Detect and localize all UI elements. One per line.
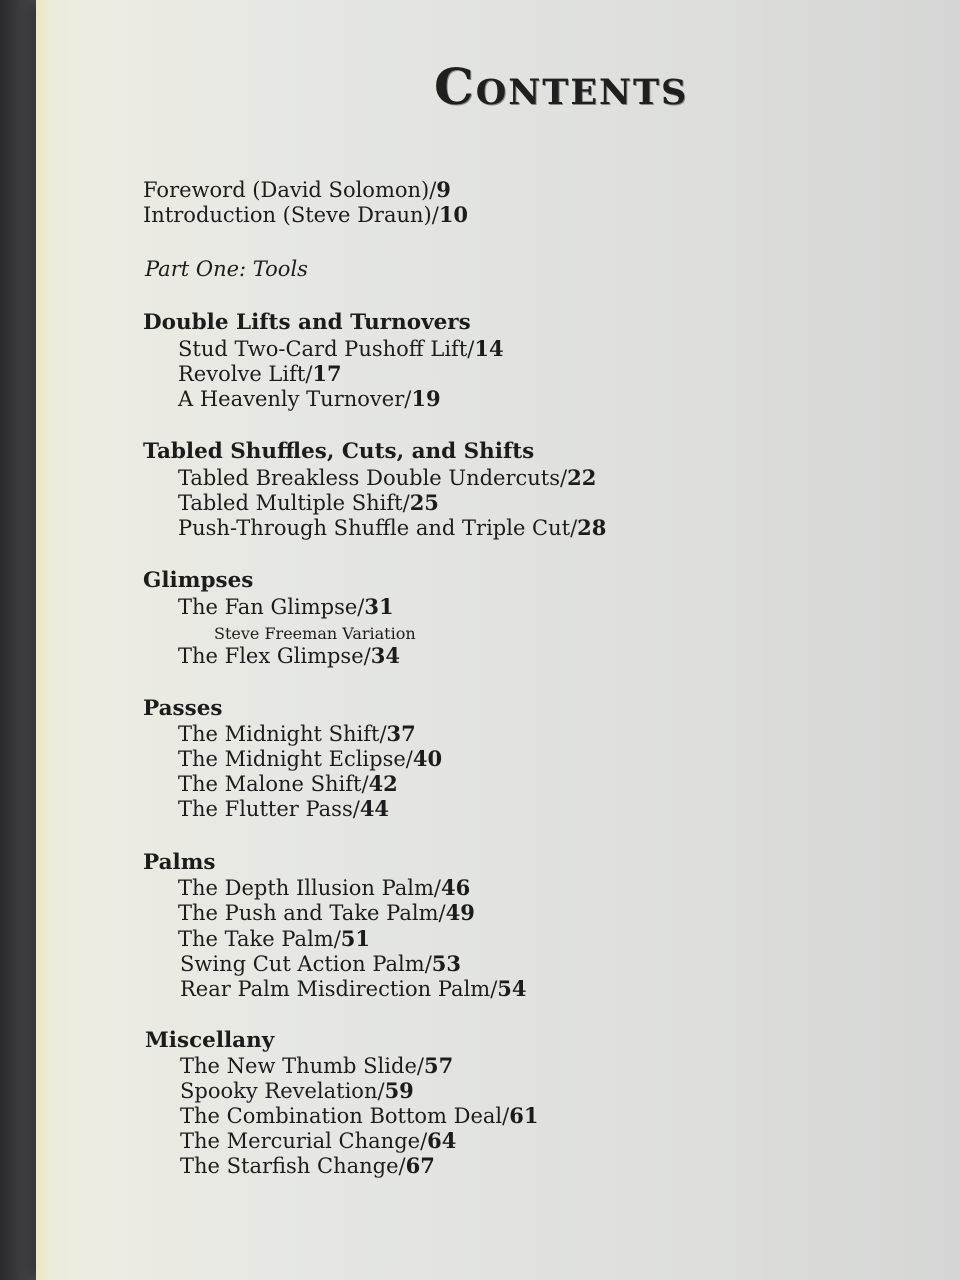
entry-label: The Midnight Shift [178, 722, 380, 746]
toc-entry: The Fan Glimpse/31 [178, 594, 394, 619]
entry-page: 64 [427, 1128, 457, 1153]
entry-page: 54 [497, 976, 527, 1001]
entry-page: 9 [436, 177, 451, 202]
toc-entry: The New Thumb Slide/57 [180, 1053, 454, 1078]
toc-entry: The Flutter Pass/44 [178, 796, 390, 821]
toc-entry: Revolve Lift/17 [178, 361, 342, 386]
toc-entry: The Midnight Eclipse/40 [178, 746, 443, 771]
entry-label: Revolve Lift [178, 362, 306, 386]
toc-entry: Push-Through Shuffle and Triple Cut/28 [178, 515, 607, 540]
entry-label: Rear Palm Misdirection Palm [180, 977, 491, 1001]
contents-title: Contents [434, 57, 689, 116]
entry-page: 59 [384, 1078, 414, 1103]
entry-page: 44 [359, 796, 390, 821]
entry-page: 42 [368, 771, 398, 796]
entry-label: The Take Palm [178, 927, 334, 951]
entry-label: The Depth Illusion Palm [178, 876, 434, 900]
entry-page: 57 [423, 1053, 454, 1078]
entry-page: 67 [405, 1153, 435, 1178]
toc-entry: The Starfish Change/67 [180, 1153, 435, 1178]
entry-page: 40 [412, 746, 443, 771]
entry-label: The Flutter Pass [178, 797, 353, 821]
toc-entry: The Take Palm/51 [178, 926, 371, 951]
entry-page: 14 [474, 336, 504, 361]
entry-label: Swing Cut Action Palm [180, 952, 425, 976]
entry-page: 25 [409, 490, 439, 515]
entry-page: 10 [438, 202, 469, 227]
entry-label: The Starfish Change [180, 1154, 399, 1178]
entry-page: 46 [441, 875, 471, 900]
entry-label: Spooky Revelation [180, 1079, 378, 1103]
entry-label: The Fan Glimpse [178, 595, 358, 619]
toc-entry-foreword: Foreword (David Solomon)/9 [143, 177, 451, 202]
entry-label: Push-Through Shuffle and Triple Cut [178, 516, 571, 540]
entry-page: 51 [340, 926, 371, 951]
section-heading: Tabled Shuffles, Cuts, and Shifts [143, 439, 535, 464]
toc-entry: Stud Two-Card Pushoff Lift/14 [178, 336, 504, 361]
entry-label: Tabled Multiple Shift [178, 491, 403, 515]
toc-subentry: Steve Freeman Variation [214, 624, 416, 643]
entry-label: The Malone Shift [178, 772, 362, 796]
entry-label: The Flex Glimpse [178, 644, 364, 668]
entry-label: Stud Two-Card Pushoff Lift [178, 337, 468, 361]
section-heading: Passes [143, 696, 223, 721]
toc-entry: Swing Cut Action Palm/53 [180, 951, 462, 976]
toc-entry: The Depth Illusion Palm/46 [178, 875, 471, 900]
toc-entry: Tabled Multiple Shift/25 [178, 490, 439, 515]
toc-entry: A Heavenly Turnover/19 [178, 386, 441, 411]
toc-entry: The Combination Bottom Deal/61 [180, 1103, 539, 1128]
entry-label: Introduction (Steve Draun) [143, 203, 432, 227]
entry-page: 31 [364, 594, 394, 619]
section-heading: Palms [143, 850, 216, 875]
entry-label: The Push and Take Palm [178, 901, 439, 925]
section-heading: Double Lifts and Turnovers [143, 310, 471, 335]
entry-label: The Combination Bottom Deal [180, 1104, 503, 1128]
toc-entry: Rear Palm Misdirection Palm/54 [180, 976, 527, 1001]
section-heading: Miscellany [145, 1028, 275, 1053]
toc-entry: The Malone Shift/42 [178, 771, 398, 796]
part-title: Part One: Tools [145, 257, 308, 281]
entry-page: 34 [370, 643, 400, 668]
toc-entry: The Midnight Shift/37 [178, 721, 416, 746]
entry-label: The Mercurial Change [180, 1129, 421, 1153]
entry-label: A Heavenly Turnover [178, 387, 405, 411]
entry-page: 28 [577, 515, 607, 540]
toc-entry: The Push and Take Palm/49 [178, 900, 475, 925]
entry-page: 53 [431, 951, 462, 976]
section-heading: Glimpses [143, 568, 254, 593]
toc-entry: The Flex Glimpse/34 [178, 643, 400, 668]
entry-label: The Midnight Eclipse [178, 747, 406, 771]
toc-entry: Tabled Breakless Double Undercuts/22 [178, 465, 597, 490]
entry-page: 19 [411, 386, 441, 411]
entry-page: 49 [445, 900, 475, 925]
entry-page: 37 [386, 721, 416, 746]
toc-entry: The Mercurial Change/64 [180, 1128, 457, 1153]
book-page [36, 0, 960, 1280]
entry-label: The New Thumb Slide [180, 1054, 417, 1078]
toc-entry: Spooky Revelation/59 [180, 1078, 414, 1103]
entry-page: 17 [312, 361, 342, 386]
entry-page: 22 [567, 465, 597, 490]
entry-label: Tabled Breakless Double Undercuts [178, 466, 561, 490]
toc-entry-introduction: Introduction (Steve Draun)/10 [143, 202, 469, 227]
entry-page: 61 [509, 1103, 539, 1128]
entry-label: Foreword (David Solomon) [143, 178, 430, 202]
